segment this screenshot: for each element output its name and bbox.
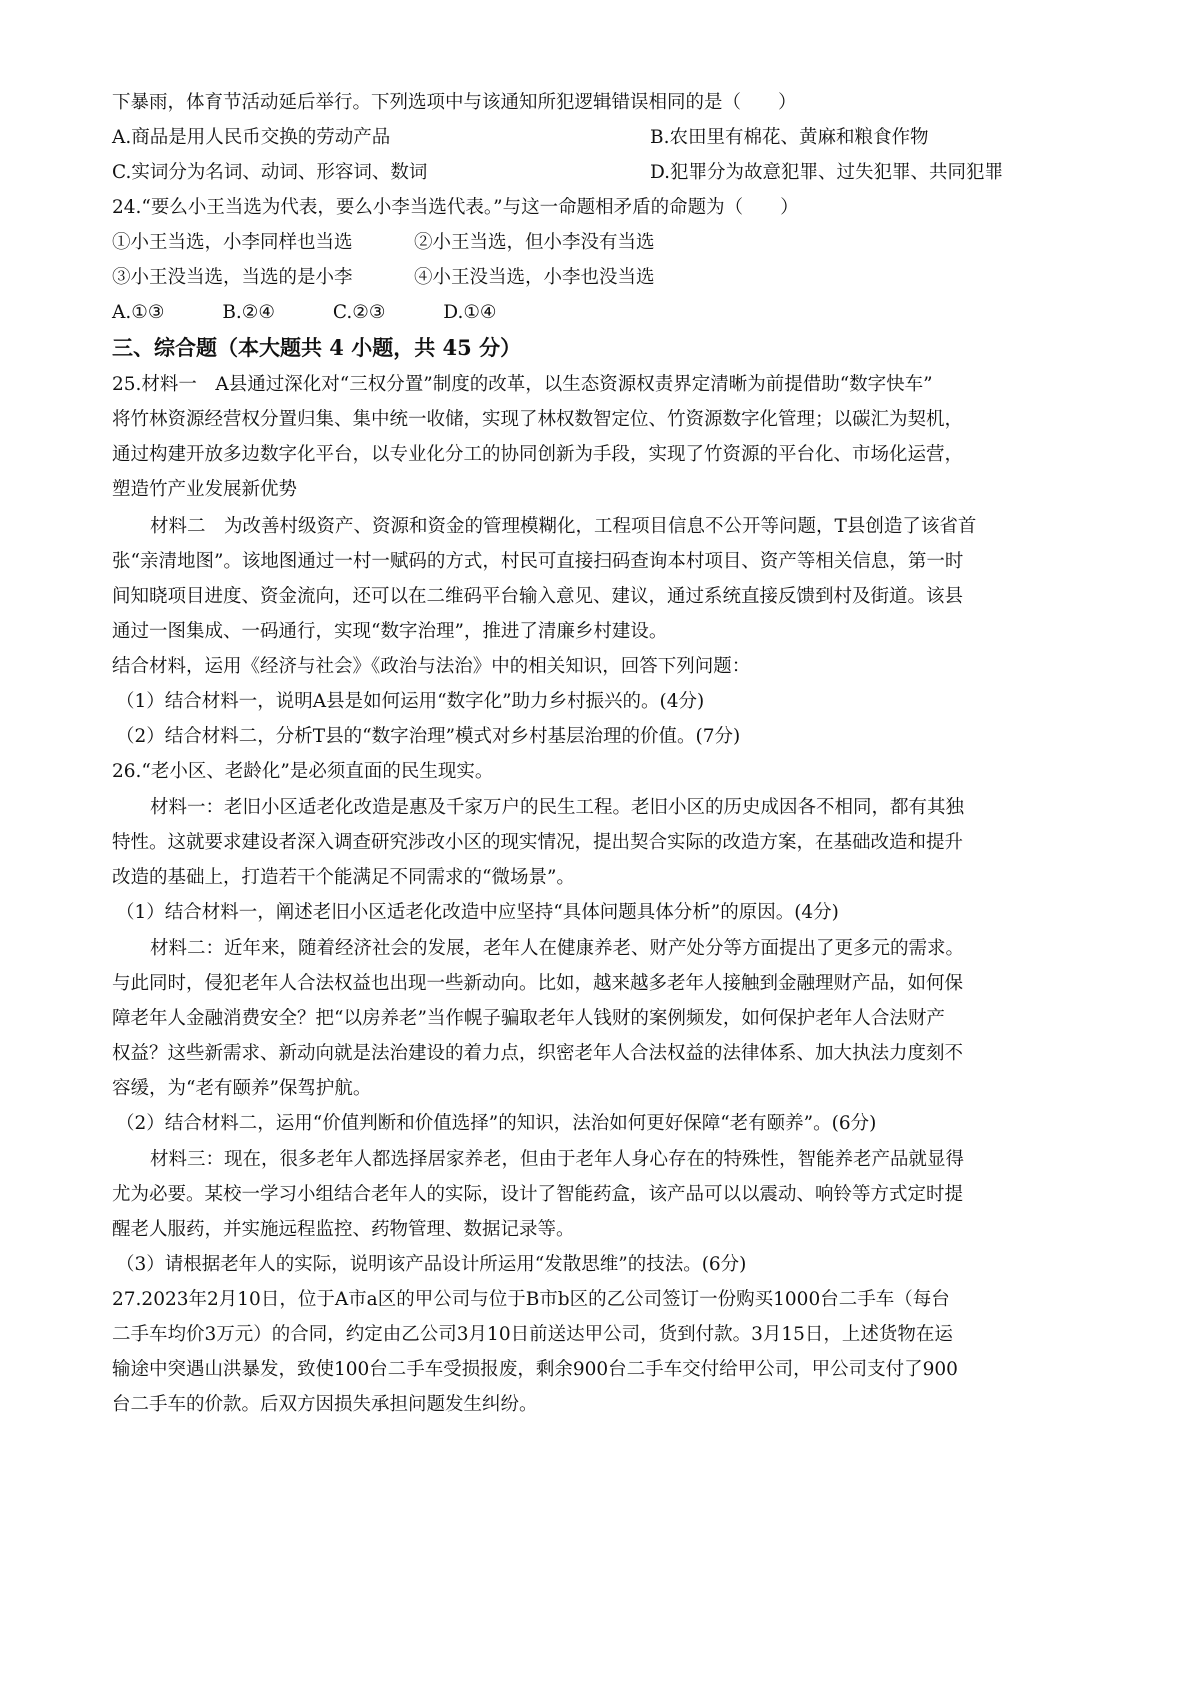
- q24-item-3: ③小王没当选，当选的是小李: [112, 267, 353, 288]
- q24-item-2: ②小王当选，但小李没有当选: [414, 232, 655, 253]
- q26-material3-line-1: 材料三：现在，很多老年人都选择居家养老，但由于老年人身心存在的特殊性，智能养老产品就显得: [150, 1149, 965, 1170]
- q24-item-row-2: [112, 265, 1090, 291]
- q26-material2-line-4: 权益？这些新需求、新动向就是法治建设的着力点，织密老年人合法权益的法律体系、加大执法力度刻不: [112, 1043, 964, 1064]
- q24-item-4: ④小王没当选，小李也没当选: [414, 267, 655, 288]
- q25-material2-line-3: 间知晓项目进度、资金流向，还可以在二维码平台输入意见、建议，通过系统直接反馈到村及街道。该县: [112, 586, 964, 607]
- q24-options: [112, 300, 1090, 326]
- q24-stem: 24.“要么小王当选为代表，要么小李当选代表。”与这一命题相矛盾的命题为（ ）: [112, 197, 799, 218]
- q26-material3-line-2: 尤为必要。某校一学习小组结合老年人的实际，设计了智能药盒，该产品可以以震动、响铃等方式定时提: [112, 1184, 964, 1205]
- q25-material2-line-1: 材料二 为改善村级资产、资源和资金的管理模糊化，工程项目信息不公开等问题，T县创造了该省首: [150, 516, 977, 537]
- q26-stem: 26.“老小区、老龄化”是必须直面的民生现实。: [112, 761, 494, 782]
- q25-line-3: 通过构建开放多边数字化平台，以专业化分工的协同创新为手段，实现了竹资源的平台化、市场化运营，: [112, 444, 964, 465]
- section-heading: 三、综合题（本大题共 4 小题，共 45 分）: [112, 335, 522, 360]
- q23-option-a: A.商品是用人民币交换的劳动产品: [112, 127, 391, 148]
- q25-material2-line-2: 张“亲清地图”。该地图通过一村一赋码的方式，村民可直接扫码查询本村项目、资产等相关信息，第一时: [112, 551, 964, 572]
- q27-line-2: 二手车均价3万元）的合同，约定由乙公司3月10日前送达甲公司，货到付款。3月15日，上述货物在运: [112, 1324, 953, 1345]
- q26-material2-line-5: 容缓，为“老有颐养”保驾护航。: [112, 1078, 372, 1099]
- q26-material1-line-1: 材料一：老旧小区适老化改造是惠及千家万户的民生工程。老旧小区的历史成因各不相同，都有其独: [150, 797, 965, 818]
- q24-option-b: B.②④: [222, 302, 275, 323]
- q25-sub-question-1: （1）结合材料一，说明A县是如何运用“数字化”助力乡村振兴的。(4分): [116, 691, 705, 712]
- q26-material2-line-3: 障老年人金融消费安全？把“以房养老”当作幌子骗取老年人钱财的案例频发，如何保护老年人合法财产: [112, 1008, 945, 1029]
- q25-line-2: 将竹林资源经营权分置归集、集中统一收储，实现了林权数智定位、竹资源数字化管理；以碳汇为契机，: [112, 409, 964, 430]
- q23-option-row-2: [112, 160, 1090, 186]
- q26-sub-question-1: （1）结合材料一，阐述老旧小区适老化改造中应坚持“具体问题具体分析”的原因。(4分): [116, 902, 839, 923]
- q26-material1-line-3: 改造的基础上，打造若干个能满足不同需求的“微场景”。: [112, 867, 575, 888]
- q25-line-1: 25.材料一 A县通过深化对“三权分置”制度的改革，以生态资源权责界定清晰为前提借助“数字快车”: [112, 374, 933, 395]
- q23-stem-tail: 下暴雨，体育节活动延后举行。下列选项中与该通知所犯逻辑错误相同的是（ ）: [112, 92, 797, 113]
- q24-option-c: C.②③: [332, 302, 386, 323]
- q24-option-a: A.①③: [112, 302, 165, 323]
- q27-line-3: 输途中突遇山洪暴发，致使100台二手车受损报废，剩余900台二手车交付给甲公司，甲公司支付了900: [112, 1359, 958, 1380]
- q27-line-4: 台二手车的价款。后双方因损失承担问题发生纠纷。: [112, 1394, 538, 1415]
- q24-item-row-1: [112, 230, 1090, 256]
- q23-option-d: D.犯罪分为故意犯罪、过失犯罪、共同犯罪: [650, 162, 1004, 183]
- q27-line-1: 27.2023年2月10日，位于A市a区的甲公司与位于B市b区的乙公司签订一份购买1000台二手车（每台: [112, 1289, 950, 1310]
- q25-sub-question-2: （2）结合材料二，分析T县的“数字治理”模式对乡村基层治理的价值。(7分): [116, 726, 741, 747]
- q26-sub-question-2: （2）结合材料二，运用“价值判断和价值选择”的知识，法治如何更好保障“老有颐养”。(6分): [116, 1113, 877, 1134]
- q25-material2-line-4: 通过一图集成、一码通行，实现“数字治理”，推进了清廉乡村建设。: [112, 621, 668, 642]
- q26-material2-line-1: 材料二：近年来，随着经济社会的发展，老年人在健康养老、财产处分等方面提出了更多元的需求。: [150, 938, 965, 959]
- q24-option-d: D.①④: [443, 302, 497, 323]
- q25-line-4: 塑造竹产业发展新优势: [112, 479, 298, 500]
- q25-instruction: 结合材料，运用《经济与社会》《政治与法治》中的相关知识，回答下列问题：: [112, 656, 751, 677]
- q26-material3-line-3: 醒老人服药，并实施远程监控、药物管理、数据记录等。: [112, 1219, 575, 1240]
- q26-sub-question-3: （3）请根据老年人的实际，说明该产品设计所运用“发散思维”的技法。(6分): [116, 1254, 747, 1275]
- q23-option-c: C.实词分为名词、动词、形容词、数词: [112, 162, 428, 183]
- q23-option-row-1: [112, 125, 1090, 151]
- q24-item-1: ①小王当选，小李同样也当选: [112, 232, 353, 253]
- q26-material1-line-2: 特性。这就要求建设者深入调查研究涉改小区的现实情况，提出契合实际的改造方案，在基础改造和提升: [112, 832, 964, 853]
- q26-material2-line-2: 与此同时，侵犯老年人合法权益也出现一些新动向。比如，越来越多老年人接触到金融理财产品，如何保: [112, 973, 964, 994]
- q23-option-b: B.农田里有棉花、黄麻和粮食作物: [650, 127, 929, 148]
